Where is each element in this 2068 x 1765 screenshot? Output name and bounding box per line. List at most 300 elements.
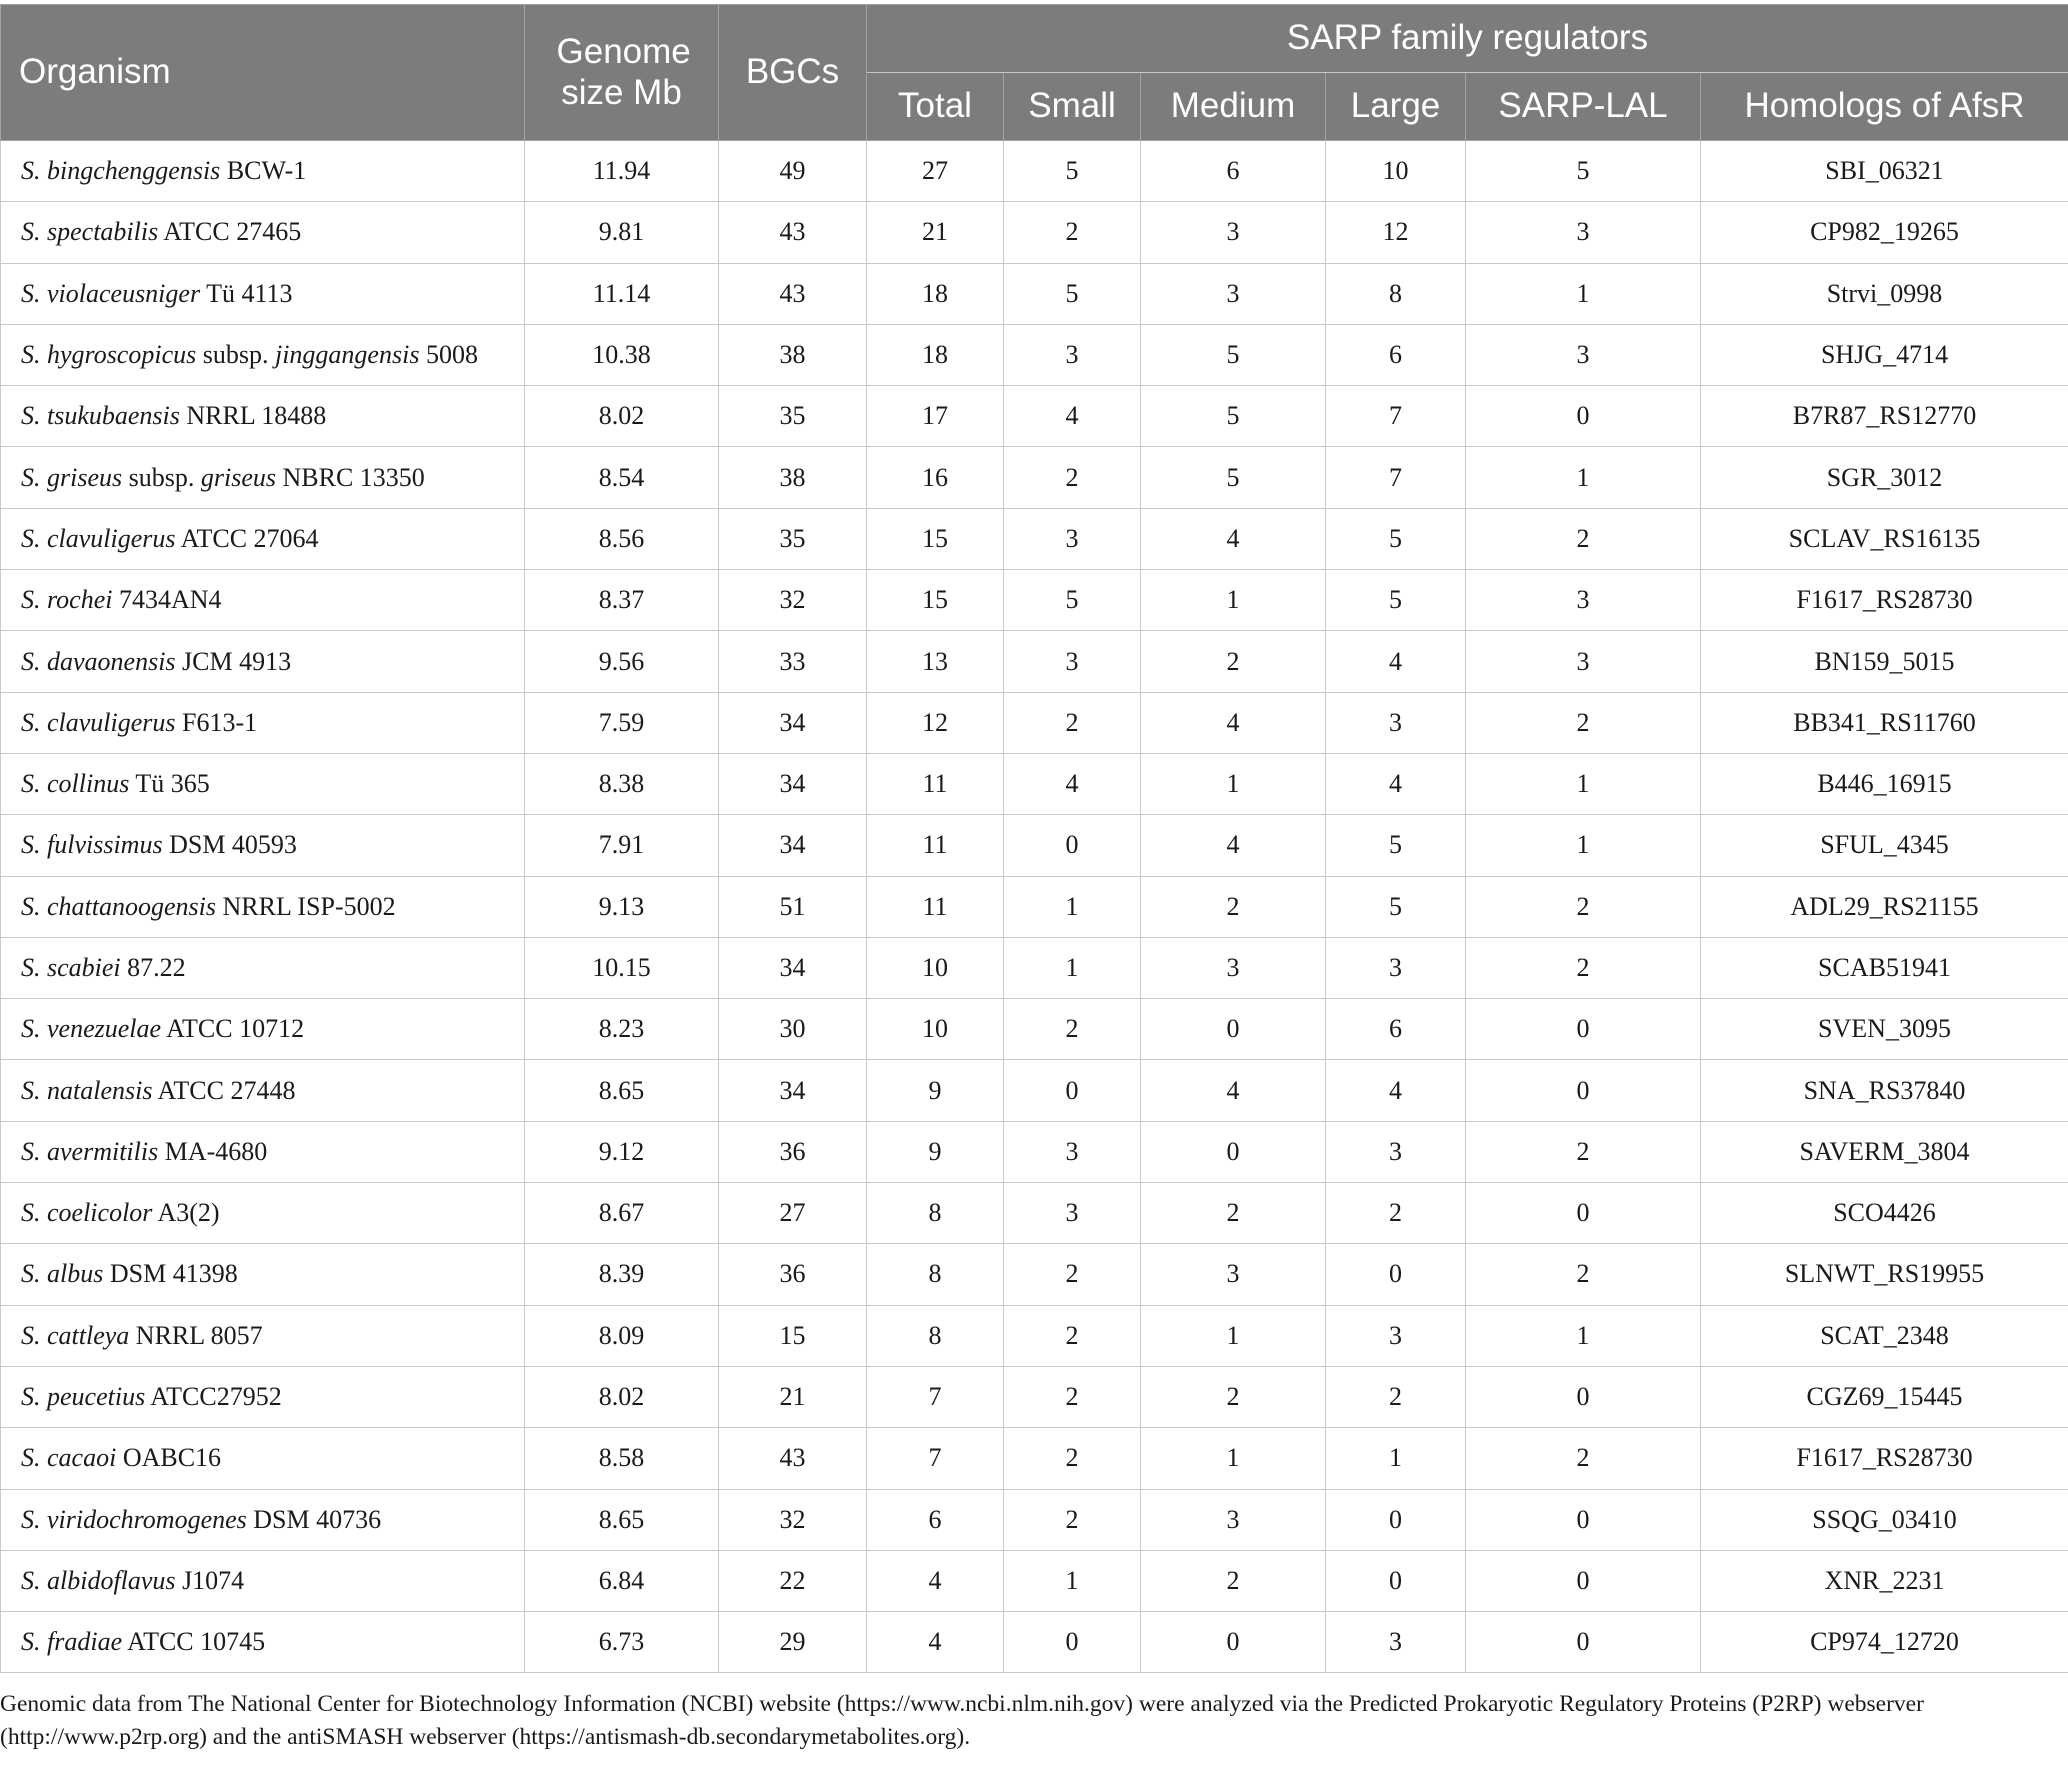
organism-name-text: DSM 41398 (103, 1259, 238, 1289)
organism-cell (1, 1121, 525, 1182)
table-row (1, 1183, 2068, 1244)
organism-cell (1, 1428, 525, 1489)
medium-cell: 0 (1141, 1612, 1326, 1673)
afsr-homolog-cell: SHJG_4714 (1701, 324, 2068, 385)
sarp-lal-cell: 1 (1466, 753, 1701, 814)
organism-name-text: Tü 4113 (200, 278, 293, 308)
medium-cell: 2 (1141, 1183, 1326, 1244)
genome-size-cell: 8.56 (525, 508, 719, 569)
sarp-lal-cell: 1 (1466, 263, 1701, 324)
small-cell: 3 (1004, 1183, 1141, 1244)
large-cell: 0 (1326, 1489, 1466, 1550)
afsr-homolog-cell: SCO4426 (1701, 1183, 2068, 1244)
bgcs-cell: 38 (719, 447, 867, 508)
small-cell: 0 (1004, 815, 1141, 876)
table-row (1, 263, 2068, 324)
genome-size-cell: 8.02 (525, 1366, 719, 1427)
organism-cell (1, 141, 525, 202)
organism-name-italic: S. venezuelae (21, 1014, 162, 1044)
afsr-homolog-cell: CP982_19265 (1701, 202, 2068, 263)
total-cell: 4 (867, 1612, 1004, 1673)
genome-size-cell: 11.94 (525, 141, 719, 202)
table-row (1, 1428, 2068, 1489)
medium-cell: 3 (1141, 202, 1326, 263)
organism-name-italic: S. avermitilis (21, 1136, 159, 1166)
afsr-homolog-cell: B446_16915 (1701, 753, 2068, 814)
organism-cell (1, 386, 525, 447)
table-row (1, 202, 2068, 263)
organism-name-text: ATCC 27064 (175, 523, 319, 553)
small-cell: 2 (1004, 1489, 1141, 1550)
sarp-regulators-table-container (0, 4, 2068, 1673)
small-cell: 0 (1004, 1612, 1141, 1673)
organism-name-italic: S. fulvissimus (21, 830, 163, 860)
table-row (1, 1612, 2068, 1673)
organism-name-italic: S. rochei (21, 585, 113, 615)
organism-name-italic: S. davaonensis (21, 646, 176, 676)
genome-size-cell: 8.38 (525, 753, 719, 814)
afsr-homolog-cell: SCLAV_RS16135 (1701, 508, 2068, 569)
total-cell: 18 (867, 263, 1004, 324)
organism-cell (1, 1305, 525, 1366)
organism-name-text: OABC16 (116, 1443, 222, 1473)
afsr-homolog-cell: BB341_RS11760 (1701, 692, 2068, 753)
sarp-lal-cell: 0 (1466, 1550, 1701, 1611)
small-cell: 3 (1004, 631, 1141, 692)
header-large: Large (1326, 73, 1466, 141)
organism-cell (1, 1612, 525, 1673)
organism-name-text: NRRL ISP-5002 (216, 891, 396, 921)
medium-cell: 3 (1141, 937, 1326, 998)
bgcs-cell: 43 (719, 1428, 867, 1489)
genome-size-cell: 8.23 (525, 999, 719, 1060)
total-cell: 12 (867, 692, 1004, 753)
organism-name-text: ATCC 10745 (122, 1627, 266, 1657)
large-cell: 12 (1326, 202, 1466, 263)
bgcs-cell: 30 (719, 999, 867, 1060)
table-row (1, 1305, 2068, 1366)
total-cell: 11 (867, 876, 1004, 937)
afsr-homolog-cell: CGZ69_15445 (1701, 1366, 2068, 1427)
header-genome-size (525, 5, 719, 141)
bgcs-cell: 36 (719, 1244, 867, 1305)
organism-cell (1, 202, 525, 263)
organism-cell (1, 263, 525, 324)
organism-name-italic: S. bingchenggensis (21, 156, 221, 186)
bgcs-cell: 33 (719, 631, 867, 692)
large-cell: 3 (1326, 1612, 1466, 1673)
large-cell: 5 (1326, 570, 1466, 631)
large-cell: 3 (1326, 1305, 1466, 1366)
organism-name-italic: S. viridochromogenes (21, 1504, 247, 1534)
organism-cell (1, 815, 525, 876)
large-cell: 6 (1326, 999, 1466, 1060)
sarp-lal-cell: 1 (1466, 1305, 1701, 1366)
organism-name-italic: S. natalensis (21, 1075, 153, 1105)
afsr-homolog-cell: SVEN_3095 (1701, 999, 2068, 1060)
total-cell: 18 (867, 324, 1004, 385)
table-header (1, 5, 2068, 141)
small-cell: 1 (1004, 876, 1141, 937)
large-cell: 0 (1326, 1550, 1466, 1611)
medium-cell: 4 (1141, 815, 1326, 876)
afsr-homolog-cell: SCAT_2348 (1701, 1305, 2068, 1366)
sarp-lal-cell: 0 (1466, 1489, 1701, 1550)
medium-cell: 5 (1141, 324, 1326, 385)
genome-size-cell: 9.81 (525, 202, 719, 263)
total-cell: 9 (867, 1060, 1004, 1121)
genome-size-cell: 8.65 (525, 1060, 719, 1121)
bgcs-cell: 32 (719, 570, 867, 631)
medium-cell: 5 (1141, 386, 1326, 447)
organism-name-italic: S. albidoflavus (21, 1565, 176, 1595)
large-cell: 3 (1326, 937, 1466, 998)
sarp-lal-cell: 2 (1466, 1121, 1701, 1182)
small-cell: 2 (1004, 1366, 1141, 1427)
organism-name-text: 7434AN4 (112, 585, 222, 615)
organism-name-italic: S. scabiei (21, 953, 121, 982)
organism-cell (1, 508, 525, 569)
large-cell: 1 (1326, 1428, 1466, 1489)
bgcs-cell: 35 (719, 386, 867, 447)
organism-name-italic: S. violaceusniger (21, 278, 201, 308)
total-cell: 15 (867, 508, 1004, 569)
small-cell: 4 (1004, 753, 1141, 814)
afsr-homolog-cell: SNA_RS37840 (1701, 1060, 2068, 1121)
organism-name-text: ATCC 10712 (161, 1014, 305, 1044)
large-cell: 5 (1326, 815, 1466, 876)
total-cell: 27 (867, 141, 1004, 202)
organism-name-text: A3(2) (152, 1198, 220, 1228)
bgcs-cell: 43 (719, 202, 867, 263)
organism-name-text: ATCC 27465 (158, 217, 302, 247)
table-row (1, 876, 2068, 937)
large-cell: 6 (1326, 324, 1466, 385)
medium-cell: 2 (1141, 876, 1326, 937)
total-cell: 6 (867, 1489, 1004, 1550)
medium-cell: 6 (1141, 141, 1326, 202)
organism-cell (1, 753, 525, 814)
sarp-lal-cell: 3 (1466, 570, 1701, 631)
small-cell: 4 (1004, 386, 1141, 447)
small-cell: 5 (1004, 141, 1141, 202)
table-row (1, 141, 2068, 202)
total-cell: 7 (867, 1428, 1004, 1489)
table-row (1, 753, 2068, 814)
bgcs-cell: 38 (719, 324, 867, 385)
sarp-regulators-table (0, 4, 2068, 1673)
bgcs-cell: 34 (719, 937, 867, 998)
header-medium: Medium (1141, 73, 1326, 141)
genome-size-cell: 8.67 (525, 1183, 719, 1244)
afsr-homolog-cell: SBI_06321 (1701, 141, 2068, 202)
genome-size-cell: 8.09 (525, 1305, 719, 1366)
total-cell: 8 (867, 1183, 1004, 1244)
afsr-homolog-cell: SCAB51941 (1701, 937, 2068, 998)
genome-size-cell: 6.84 (525, 1550, 719, 1611)
table-row (1, 1550, 2068, 1611)
header-sarp-lal: SARP-LAL (1466, 73, 1701, 141)
organism-cell (1, 1183, 525, 1244)
organism-name-italic: S. hygroscopicus (21, 340, 197, 370)
organism-name-text: ATCC27952 (145, 1382, 282, 1412)
total-cell: 9 (867, 1121, 1004, 1182)
small-cell: 2 (1004, 1244, 1141, 1305)
organism-name-text: DSM 40736 (246, 1504, 382, 1534)
large-cell: 4 (1326, 1060, 1466, 1121)
bgcs-cell: 27 (719, 1183, 867, 1244)
genome-size-cell: 8.37 (525, 570, 719, 631)
table-row (1, 631, 2068, 692)
organism-name-italic: S. fradiae (21, 1627, 123, 1657)
bgcs-cell: 35 (719, 508, 867, 569)
organism-cell (1, 631, 525, 692)
organism-cell (1, 570, 525, 631)
genome-size-cell: 6.73 (525, 1612, 719, 1673)
organism-name-italic: S. collinus (21, 769, 130, 799)
bgcs-cell: 34 (719, 1060, 867, 1121)
afsr-homolog-cell: SLNWT_RS19955 (1701, 1244, 2068, 1305)
organism-cell (1, 1550, 525, 1611)
genome-size-cell: 8.58 (525, 1428, 719, 1489)
organism-name-text: DSM 40593 (162, 830, 297, 860)
organism-name-italic: S. coelicolor (21, 1198, 153, 1228)
sarp-lal-cell: 2 (1466, 1244, 1701, 1305)
sarp-lal-cell: 0 (1466, 1060, 1701, 1121)
organism-cell (1, 1366, 525, 1427)
organism-name-italic: S. peucetius (21, 1382, 146, 1412)
medium-cell: 1 (1141, 570, 1326, 631)
total-cell: 15 (867, 570, 1004, 631)
large-cell: 5 (1326, 508, 1466, 569)
total-cell: 10 (867, 937, 1004, 998)
total-cell: 8 (867, 1305, 1004, 1366)
sarp-lal-cell: 3 (1466, 324, 1701, 385)
bgcs-cell: 29 (719, 1612, 867, 1673)
total-cell: 11 (867, 753, 1004, 814)
table-row (1, 1060, 2068, 1121)
sarp-lal-cell: 2 (1466, 876, 1701, 937)
small-cell: 5 (1004, 263, 1141, 324)
organism-cell (1, 937, 525, 998)
small-cell: 0 (1004, 1060, 1141, 1121)
total-cell: 7 (867, 1366, 1004, 1427)
large-cell: 4 (1326, 753, 1466, 814)
organism-name-italic: S. clavuligerus (21, 523, 176, 553)
bgcs-cell: 32 (719, 1489, 867, 1550)
sarp-lal-cell: 1 (1466, 815, 1701, 876)
table-body (1, 141, 2068, 1673)
organism-name-italic: S. cacaoi (21, 1443, 117, 1473)
bgcs-cell: 34 (719, 753, 867, 814)
small-cell: 2 (1004, 447, 1141, 508)
large-cell: 8 (1326, 263, 1466, 324)
organism-name-text: NRRL 8057 (129, 1320, 263, 1350)
organism-cell (1, 692, 525, 753)
organism-name-italic: S. spectabilis (21, 217, 159, 247)
bgcs-cell: 43 (719, 263, 867, 324)
table-row (1, 1244, 2068, 1305)
sarp-lal-cell: 0 (1466, 1183, 1701, 1244)
large-cell: 10 (1326, 141, 1466, 202)
afsr-homolog-cell: SSQG_03410 (1701, 1489, 2068, 1550)
sarp-lal-cell: 0 (1466, 999, 1701, 1060)
header-organism: Organism (1, 5, 525, 141)
sarp-lal-cell: 0 (1466, 1366, 1701, 1427)
large-cell: 4 (1326, 631, 1466, 692)
organism-name-italic: S. clavuligerus (21, 707, 176, 737)
organism-cell (1, 876, 525, 937)
table-footnote: Genomic data from The National Center for Biotechnology Information (NCBI) website (https://www.ncbi.nlm.nih.gov) were analyzed via the Predicted Prokaryotic Regulatory Proteins (P2RP) webserver (http://www.p2rp.org) and the antiSMASH webserver (https://antismash-db.secondarymetabolites.org). (0, 1691, 1924, 1750)
organism-name-italic: S. tsukubaensis (21, 401, 180, 431)
small-cell: 3 (1004, 324, 1141, 385)
organism-cell (1, 1244, 525, 1305)
header-total: Total (867, 73, 1004, 141)
sarp-lal-cell: 0 (1466, 1612, 1701, 1673)
medium-cell: 0 (1141, 1121, 1326, 1182)
organism-name-text: Tü 365 (129, 769, 210, 799)
sarp-lal-cell: 2 (1466, 1428, 1701, 1489)
table-row (1, 937, 2068, 998)
genome-size-cell: 8.65 (525, 1489, 719, 1550)
organism-name-text: subsp. (196, 340, 275, 370)
medium-cell: 1 (1141, 1305, 1326, 1366)
small-cell: 2 (1004, 202, 1141, 263)
organism-name-text: 5008 (419, 340, 478, 370)
organism-name-text: F613-1 (175, 707, 258, 737)
medium-cell: 0 (1141, 999, 1326, 1060)
organism-name-italic: S. chattanoogensis (21, 891, 216, 921)
sarp-lal-cell: 5 (1466, 141, 1701, 202)
bgcs-cell: 34 (719, 815, 867, 876)
afsr-homolog-cell: SFUL_4345 (1701, 815, 2068, 876)
sarp-lal-cell: 2 (1466, 692, 1701, 753)
afsr-homolog-cell: Strvi_0998 (1701, 263, 2068, 324)
table-row (1, 1121, 2068, 1182)
table-row (1, 324, 2068, 385)
header-bgcs: BGCs (719, 5, 867, 141)
genome-size-cell: 7.59 (525, 692, 719, 753)
afsr-homolog-cell: F1617_RS28730 (1701, 570, 2068, 631)
organism-name-text: J1074 (175, 1565, 245, 1595)
bgcs-cell: 36 (719, 1121, 867, 1182)
sarp-lal-cell: 0 (1466, 386, 1701, 447)
organism-name-text: NBRC 13350 (276, 462, 425, 492)
table-row (1, 999, 2068, 1060)
afsr-homolog-cell: XNR_2231 (1701, 1550, 2068, 1611)
organism-cell (1, 1489, 525, 1550)
bgcs-cell: 21 (719, 1366, 867, 1427)
medium-cell: 3 (1141, 1489, 1326, 1550)
sarp-lal-cell: 3 (1466, 631, 1701, 692)
large-cell: 7 (1326, 386, 1466, 447)
total-cell: 16 (867, 447, 1004, 508)
table-row (1, 1366, 2068, 1427)
header-small: Small (1004, 73, 1141, 141)
total-cell: 10 (867, 999, 1004, 1060)
table-row (1, 447, 2068, 508)
header-genome-size-label: Genome size Mb (556, 32, 691, 112)
organism-cell (1, 447, 525, 508)
small-cell: 1 (1004, 937, 1141, 998)
sarp-lal-cell: 1 (1466, 447, 1701, 508)
genome-size-cell: 8.39 (525, 1244, 719, 1305)
organism-name-text: NRRL 18488 (179, 401, 327, 431)
organism-name-text: BCW-1 (220, 156, 307, 186)
medium-cell: 3 (1141, 263, 1326, 324)
total-cell: 4 (867, 1550, 1004, 1611)
small-cell: 2 (1004, 1305, 1141, 1366)
sarp-lal-cell: 2 (1466, 937, 1701, 998)
medium-cell: 2 (1141, 631, 1326, 692)
large-cell: 7 (1326, 447, 1466, 508)
total-cell: 11 (867, 815, 1004, 876)
small-cell: 1 (1004, 1550, 1141, 1611)
medium-cell: 4 (1141, 692, 1326, 753)
bgcs-cell: 51 (719, 876, 867, 937)
header-sarp-family: SARP family regulators (867, 5, 2068, 73)
medium-cell: 4 (1141, 1060, 1326, 1121)
header-afsr-homologs: Homologs of AfsR (1701, 73, 2068, 141)
medium-cell: 2 (1141, 1366, 1326, 1427)
organism-name-italic: S. albus (21, 1259, 104, 1289)
bgcs-cell: 34 (719, 692, 867, 753)
large-cell: 2 (1326, 1183, 1466, 1244)
afsr-homolog-cell: BN159_5015 (1701, 631, 2068, 692)
medium-cell: 1 (1141, 753, 1326, 814)
organism-name-text: MA-4680 (158, 1136, 268, 1166)
small-cell: 3 (1004, 508, 1141, 569)
afsr-homolog-cell: CP974_12720 (1701, 1612, 2068, 1673)
bgcs-cell: 15 (719, 1305, 867, 1366)
bgcs-cell: 22 (719, 1550, 867, 1611)
genome-size-cell: 9.12 (525, 1121, 719, 1182)
afsr-homolog-cell: SGR_3012 (1701, 447, 2068, 508)
organism-name-text: subsp. (122, 462, 201, 492)
medium-cell: 4 (1141, 508, 1326, 569)
sarp-lal-cell: 3 (1466, 202, 1701, 263)
table-row (1, 570, 2068, 631)
medium-cell: 5 (1141, 447, 1326, 508)
genome-size-cell: 11.14 (525, 263, 719, 324)
total-cell: 17 (867, 386, 1004, 447)
small-cell: 2 (1004, 1428, 1141, 1489)
table-row (1, 692, 2068, 753)
afsr-homolog-cell: SAVERM_3804 (1701, 1121, 2068, 1182)
table-row (1, 386, 2068, 447)
bgcs-cell: 49 (719, 141, 867, 202)
genome-size-cell: 10.15 (525, 937, 719, 998)
genome-size-cell: 9.56 (525, 631, 719, 692)
organism-name-italic: S. griseus (21, 462, 123, 492)
organism-name-italic: S. cattleya (21, 1320, 130, 1350)
total-cell: 13 (867, 631, 1004, 692)
afsr-homolog-cell: B7R87_RS12770 (1701, 386, 2068, 447)
small-cell: 3 (1004, 1121, 1141, 1182)
genome-size-cell: 8.54 (525, 447, 719, 508)
organism-name-text: 87.22 (120, 953, 186, 982)
large-cell: 0 (1326, 1244, 1466, 1305)
large-cell: 3 (1326, 692, 1466, 753)
sarp-lal-cell: 2 (1466, 508, 1701, 569)
small-cell: 5 (1004, 570, 1141, 631)
organism-cell (1, 1060, 525, 1121)
organism-name-italic: griseus (200, 462, 276, 492)
afsr-homolog-cell: F1617_RS28730 (1701, 1428, 2068, 1489)
large-cell: 2 (1326, 1366, 1466, 1427)
medium-cell: 2 (1141, 1550, 1326, 1611)
organism-name-italic: jinggangensis (274, 340, 420, 370)
